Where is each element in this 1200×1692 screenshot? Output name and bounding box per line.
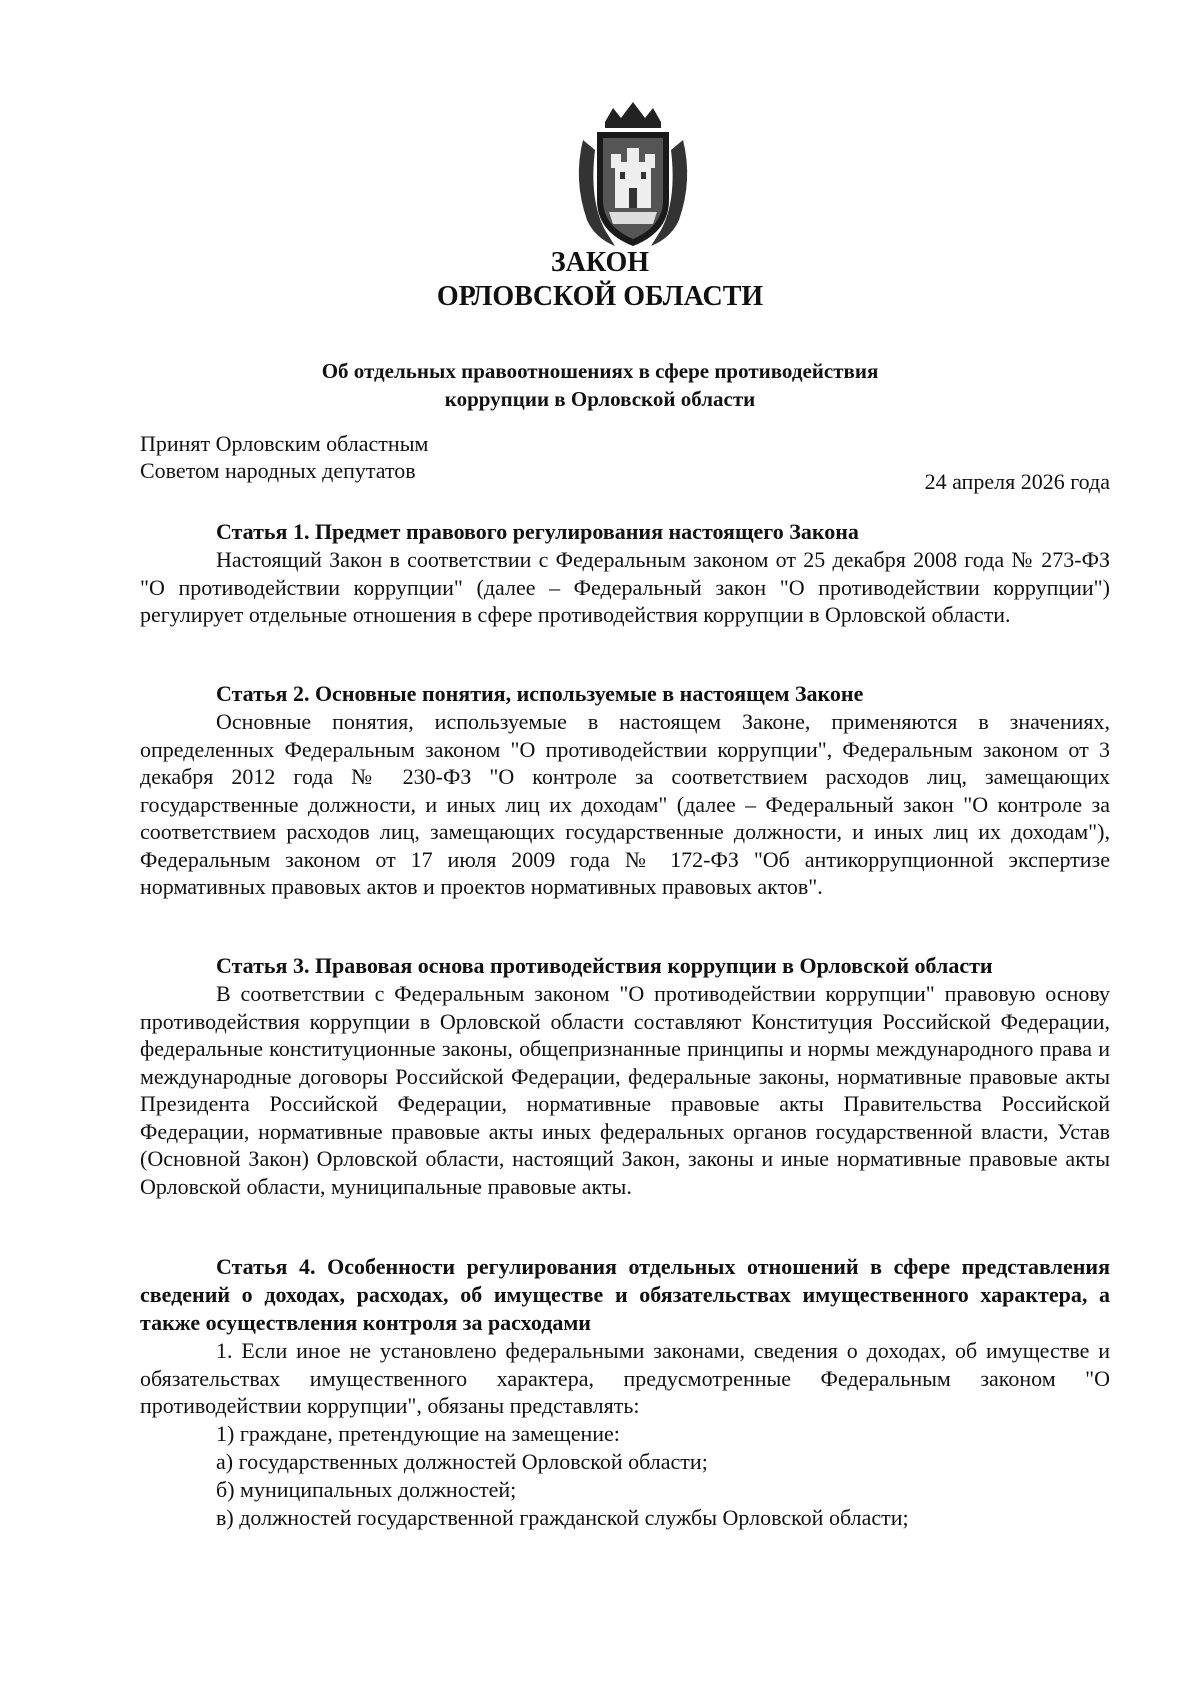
article-text: Основные понятия, используемые в настоящем Законе, применяются в значениях, определенных Федеральным законом "О противодействии коррупции", Федеральным законом от 3 декабря 2012 года № 230-ФЗ "О контроле за соответствием расходов лиц, замещающих государственные должности, и иных лиц их доходам" (далее – Федеральный закон "О контроле за соответствием расходов лиц, замещающих государственные должности, и иных лиц их доходам"), Федеральным законом от 17 июля 2009 года № 172-ФЗ "Об антикоррупционной экспертизе нормативных правовых актов и проектов нормативных правовых актов".	[140, 709, 1110, 899]
article-heading: Статья 3. Правовая основа противодействия коррупции в Орловской области	[216, 953, 993, 978]
coat-of-arms-icon	[565, 100, 701, 250]
article-4	[140, 1253, 1110, 1532]
list-item: а) государственных должностей Орловской области;	[216, 1448, 708, 1474]
article-text: Настоящий Закон в соответствии с Федеральным законом от 25 декабря 2008 года № 273-ФЗ "О противодействии коррупции" (далее – Федеральный закон "О противодействии коррупции") регулирует отдельные отношения в сфере противодействия коррупции в Орловской области.	[140, 547, 1110, 627]
subject-line-2: коррупции в Орловской области	[444, 387, 756, 411]
article-heading: Статья 1. Предмет правового регулирования настоящего Закона	[216, 519, 859, 544]
article-3	[140, 952, 1110, 1200]
region-title: ОРЛОВСКОЙ ОБЛАСТИ	[436, 281, 764, 312]
article-text: 1. Если иное не установлено федеральными законами, сведения о доходах, об имуществе и обязательствах имущественного характера, предусмотренные Федеральным законом "О противодействии коррупции", обязаны представлять:	[140, 1338, 1110, 1418]
article-heading: Статья 2. Основные понятия, используемые в настоящем Законе	[216, 681, 864, 706]
law-title: ЗАКОН	[550, 247, 650, 278]
adoption-line-1: Принят Орловским областным	[140, 431, 429, 456]
article-heading: Статья 4. Особенности регулирования отдельных отношений в сфере представления сведений о доходах, расходах, об имуществе и обязательствах имущественного характера, а также осуществления контроля за расходами	[140, 1254, 1110, 1335]
adoption-body	[140, 430, 428, 484]
article-1	[140, 518, 1110, 629]
article-2	[140, 680, 1110, 901]
adoption-line-2: Советом народных депутатов	[140, 458, 416, 483]
article-text: В соответствии с Федеральным законом "О противодействии коррупции" правовую основу противодействия коррупции в Орловской области составляют Конституция Российской Федерации, федеральные конституционные законы, общепризнанные принципы и нормы международного права и международные договоры Российской Федерации, федеральные законы, нормативные правовые акты Президента Российской Федерации, нормативные правовые акты Правительства Российской Федерации, нормативные правовые акты иных федеральных органов государственной власти, Устав (Основной Закон) Орловской области, настоящий Закон, законы и иные нормативные правовые акты Орловской области, муниципальные правовые акты.	[140, 981, 1110, 1199]
subject-line-1: Об отдельных правоотношениях в сфере противодействия	[321, 359, 879, 383]
list-item: 1) граждане, претендующие на замещение:	[216, 1420, 620, 1446]
adoption-date: 24 апреля 2026 года	[924, 469, 1110, 494]
list-item: б) муниципальных должностей;	[216, 1476, 517, 1502]
list-item: в) должностей государственной гражданской службы Орловской области;	[216, 1504, 909, 1530]
